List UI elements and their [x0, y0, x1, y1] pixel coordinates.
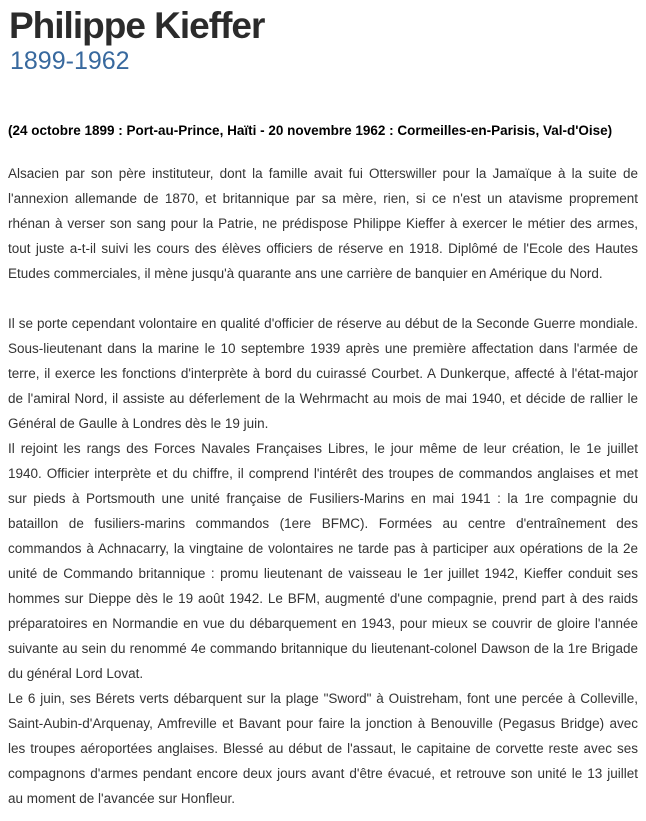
page-title: Philippe Kieffer	[9, 5, 265, 46]
biography-content	[8, 118, 638, 811]
page-subtitle-dates: 1899-1962	[10, 47, 130, 75]
paragraph-volunteer-1939: Il se porte cependant volontaire en qualité d'officier de réserve au début de la Seconde Guerre mondiale. Sous-lieutenant dans la marine le 10 septembre 1939 après une première affectation dans l'armée de terre, il exerce les fonctions d'interprète à bord du cuirassé Courbet. A Dunkerque, affecté à l'état-major de l'amiral Nord, il assiste au déferlement de la Wehrmacht au mois de mai 1940, et décide de rallier le Général de Gaulle à Londres dès le 19 juin.	[8, 316, 638, 431]
birth-death-line: (24 octobre 1899 : Port-au-Prince, Haïti - 20 novembre 1962 : Cormeilles-en-Parisis, Val-d'Oise)	[8, 123, 613, 138]
paragraph-origins: Alsacien par son père instituteur, dont la famille avait fui Otterswiller pour la Jamaïque à la suite de l'annexion allemande de 1870, et britannique par sa mère, rien, si ce n'est un atavisme proprement rhénan à verser son sang pour la Patrie, ne prédispose Philippe Kieffer à exercer le métier des armes, tout juste a-t-il suivi les cours des élèves officiers de réserve en 1918. Diplômé de l'Ecole des Hautes Etudes commerciales, il mène jusqu'à quarante ans une carrière de banquier en Amérique du Nord.	[8, 166, 638, 281]
paragraph-dday-sword: Le 6 juin, ses Bérets verts débarquent sur la plage "Sword" à Ouistreham, font une percée à Colleville, Saint-Aubin-d'Arquenay, Amfreville et Bavant pour faire la jonction à Benouville (Pegasus Bridge) avec les troupes aéroportées anglaises. Blessé au début de l'assaut, le capitaine de corvette reste avec ses compagnons d'armes pendant encore deux jours avant d'être évacué, et retrouve son unité le 13 juillet au moment de l'avancée sur Honfleur.	[8, 691, 638, 806]
page-header	[8, 6, 638, 76]
paragraph-fnfl-commandos: Il rejoint les rangs des Forces Navales Françaises Libres, le jour même de leur création, le 1e juillet 1940. Officier interprète et du chiffre, il comprend l'intérêt des troupes de commandos anglaises et met sur pieds à Portsmouth une unité française de Fusiliers-Marins en mai 1941 : la 1re compagnie du bataillon de fusiliers-marins commandos (1ere BFMC). Formées au centre d'entraînement des commandos à Achnacarry, la vingtaine de volontaires ne tarde pas à participer aux opérations de la 2e unité de Commando britannique : promu lieutenant de vaisseau le 1er juillet 1942, Kieffer conduit ses hommes sur Dieppe dès le 19 août 1942. Le BFM, augmenté d'une compagnie, prend part à des raids préparatoires en Normandie en vue du débarquement en 1943, pour mieux se couvrir de gloire l'année suivante au sein du renommé 4e commando britannique du lieutenant-colonel Dawson de la 1re Brigade du général Lord Lovat.	[8, 441, 638, 681]
